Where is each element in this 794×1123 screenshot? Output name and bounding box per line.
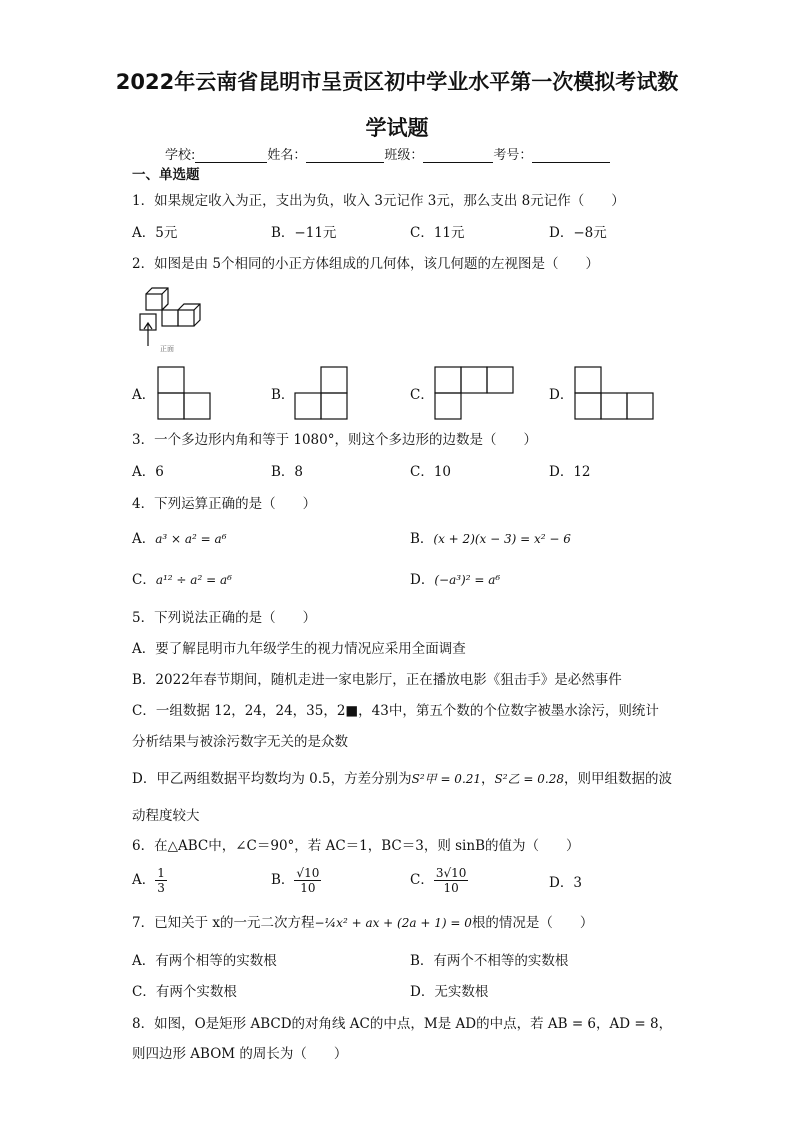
q8-stem-line-1: 8．如图，O是矩形 ABCD的对角线 AC的中点，M是 AD的中点，若 AB = 6，AD = 8， bbox=[132, 1016, 673, 1032]
exam-no-blank bbox=[532, 149, 610, 163]
q2-option-c-view bbox=[434, 366, 516, 420]
exam-title-line-2: 学试题 bbox=[365, 116, 429, 140]
q6-a-denominator: 3 bbox=[157, 881, 165, 895]
section-heading: 一、单选题 bbox=[132, 167, 200, 183]
q5-d-variance-jia: S²甲 = 0.21 bbox=[411, 772, 482, 786]
q4-option-a-expr: a³ × a² = a⁶ bbox=[155, 532, 227, 546]
q2-option-a: A． bbox=[132, 387, 156, 403]
q3-option-c: C．10 bbox=[410, 464, 452, 480]
name-blank bbox=[306, 149, 384, 163]
q6-c-numerator: 3√10 bbox=[435, 866, 467, 880]
q2-front-caption: 正面 bbox=[160, 345, 174, 353]
school-blank bbox=[195, 149, 267, 163]
q5-d-text-1: D．甲乙两组数据平均数均为 0.5，方差分别为 bbox=[132, 771, 412, 787]
q5-d-variance-yi: S²乙 = 0.28 bbox=[494, 772, 564, 786]
q4-stem: 4．下列运算正确的是（ ） bbox=[132, 496, 317, 512]
q4-option-b bbox=[410, 530, 571, 548]
q1-stem: 1．如果规定收入为正，支出为负，收入 3元记作 3元，那么支出 8元记作（ ） bbox=[132, 193, 625, 209]
q5-stem: 5．下列说法正确的是（ ） bbox=[132, 610, 317, 626]
q5-option-d-line-2: 动程度较大 bbox=[132, 808, 200, 824]
q2-option-d-view bbox=[574, 366, 656, 420]
q2-stem: 2．如图是由 5个相同的小正方体组成的几何体，该几何题的左视图是（ ） bbox=[132, 256, 599, 272]
q2-option-d: D． bbox=[549, 387, 574, 403]
class-blank bbox=[423, 149, 493, 163]
q6-option-c-fraction bbox=[434, 866, 469, 895]
student-info-row bbox=[165, 144, 610, 163]
q2-option-b-view bbox=[294, 366, 350, 420]
q6-option-b-fraction bbox=[294, 866, 321, 895]
q4-option-d bbox=[410, 571, 500, 589]
q5-option-c-line-2: 分析结果与被涂污数字无关的是众数 bbox=[132, 734, 348, 750]
q7-option-a: A．有两个相等的实数根 bbox=[132, 953, 277, 969]
q3-option-d: D．12 bbox=[549, 464, 591, 480]
q6-option-b-label: B． bbox=[271, 872, 295, 888]
school-label: 学校: bbox=[165, 148, 196, 163]
q6-option-a-label: A． bbox=[132, 872, 156, 888]
q4-option-b-label: B． bbox=[410, 531, 434, 547]
q7-stem bbox=[132, 914, 593, 932]
q3-stem: 3．一个多边形内角和等于 1080°，则这个多边形的边数是（ ） bbox=[132, 432, 537, 448]
q4-option-c-label: C． bbox=[132, 572, 156, 588]
q6-stem: 6．在△ABC中，∠C＝90°，若 AC＝1，BC＝3，则 sinB的值为（ ） bbox=[132, 838, 580, 854]
q6-c-denominator: 10 bbox=[443, 881, 459, 895]
q5-option-c-line-1: C．一组数据 12，24，24，35，2■，43中，第五个数的个位数字被墨水涂污，则统计 bbox=[132, 703, 659, 719]
q6-option-b bbox=[271, 866, 321, 895]
q1-option-d: D．−8元 bbox=[549, 225, 607, 241]
q5-option-b: B．2022年春节期间，随机走进一家电影厅，正在播放电影《狙击手》是必然事件 bbox=[132, 672, 622, 688]
q7-option-b: B．有两个不相等的实数根 bbox=[410, 953, 569, 969]
q8-stem-line-2: 则四边形 ABOM 的周长为（ ） bbox=[132, 1046, 348, 1062]
q7-equation: −¼x² + ax + (2a + 1) = 0 bbox=[314, 916, 472, 930]
q7-stem-text-1: 7．已知关于 x的一元二次方程 bbox=[132, 915, 315, 931]
q5-d-comma: ， bbox=[481, 771, 495, 787]
q5-option-a: A．要了解昆明市九年级学生的视力情况应采用全面调查 bbox=[132, 641, 466, 657]
q2-option-a-view bbox=[157, 366, 213, 420]
q4-option-a bbox=[132, 530, 227, 548]
q5-option-d-line-1 bbox=[132, 770, 672, 788]
q3-option-b: B．8 bbox=[271, 464, 304, 480]
q4-option-c-expr: a¹² ÷ a² = a⁶ bbox=[155, 573, 232, 587]
q4-option-b-expr: (x + 2)(x − 3) = x² − 6 bbox=[433, 532, 571, 546]
q3-option-a: A．6 bbox=[132, 464, 164, 480]
q1-option-a: A．5元 bbox=[132, 225, 178, 241]
q6-option-c-label: C． bbox=[410, 872, 434, 888]
q1-option-c: C．11元 bbox=[410, 225, 465, 241]
q4-option-a-label: A． bbox=[132, 531, 156, 547]
q2-option-c: C． bbox=[410, 387, 434, 403]
q4-option-d-label: D． bbox=[410, 572, 435, 588]
q4-option-d-expr: (−a³)² = a⁶ bbox=[434, 573, 501, 587]
q7-stem-text-2: 根的情况是（ ） bbox=[471, 915, 594, 931]
q6-b-numerator: √10 bbox=[296, 866, 320, 880]
q7-option-d: D．无实数根 bbox=[410, 984, 489, 1000]
exam-no-label: 考号： bbox=[493, 148, 533, 163]
q6-option-d: D．3 bbox=[549, 875, 582, 891]
q5-d-text-2: ，则甲组数据的波 bbox=[563, 771, 672, 787]
q2-option-b: B． bbox=[271, 387, 295, 403]
q7-option-c: C．有两个实数根 bbox=[132, 984, 237, 1000]
class-label: 班级： bbox=[384, 148, 424, 163]
name-label: 姓名： bbox=[267, 148, 307, 163]
exam-title-line-1: 2022年云南省昆明市呈贡区初中学业水平第一次模拟考试数 bbox=[115, 70, 679, 94]
q6-b-denominator: 10 bbox=[300, 881, 316, 895]
q6-option-c bbox=[410, 866, 468, 895]
q6-option-a-fraction bbox=[155, 866, 167, 895]
q1-option-b: B．−11元 bbox=[271, 225, 337, 241]
q6-option-a bbox=[132, 866, 167, 895]
q4-option-c bbox=[132, 571, 232, 589]
q6-a-numerator: 1 bbox=[157, 866, 165, 880]
